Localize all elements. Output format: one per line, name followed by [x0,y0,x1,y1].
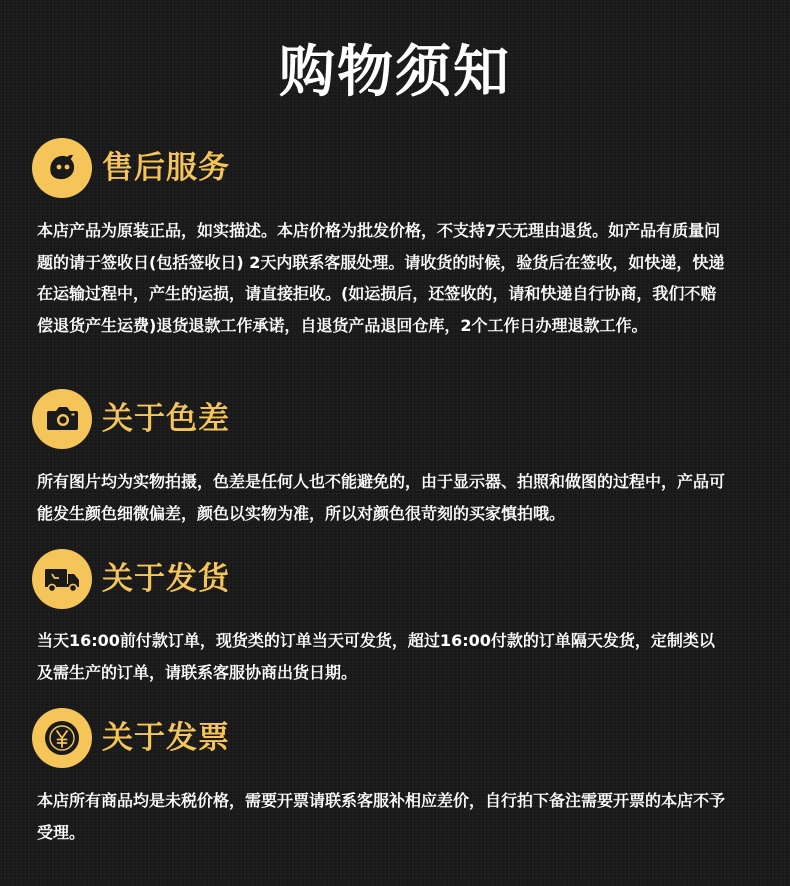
section-header-after-sales [32,138,230,198]
camera-icon [32,389,92,449]
page-title: 购物须知 [279,40,511,105]
section-body-shipping: 当天16:00前付款订单，现货类的订单当天可发货，超过16:00付款的订单隔天发货，定制类以及需生产的订单，请联系客服协商出货日期。 [37,631,715,682]
section-title-shipping: 关于发货 [102,561,230,597]
yen-coin-icon [32,708,92,768]
section-title-after-sales: 售后服务 [102,150,230,186]
section-title-color-difference: 关于色差 [102,401,230,437]
section-header-color-difference [32,389,230,449]
section-body-color-difference: 所有图片均为实物拍摄，色差是任何人也不能避免的，由于显示器、拍照和做图的过程中，产品可能发生颜色细微偏差，颜色以实物为准，所以对颜色很苛刻的买家慎拍哦。 [37,472,726,523]
section-header-invoice [32,708,230,768]
section-title-invoice: 关于发票 [102,720,230,756]
service-face-icon [32,138,92,198]
section-body-invoice: 本店所有商品均是未税价格，需要开票请联系客服补相应差价，自行拍下备注需要开票的本店不予受理。 [37,791,726,842]
section-body-after-sales: 本店产品为原装正品，如实描述。本店价格为批发价格，不支持7天无理由退货。如产品有质量问题的请于签收日(包括签收日) 2天内联系客服处理。请收货的时候，验货后在签收，如快递，快递在运输过程中，产生的运损，请直接拒收。(如运损后，还签收的，请和快递自行协商，我们不赔偿退货产生运费)退货退款工作承诺，自退货产品退回仓库，2个工作日办理退款工作。 [37,221,725,335]
section-header-shipping [32,549,230,609]
delivery-truck-icon [32,549,92,609]
